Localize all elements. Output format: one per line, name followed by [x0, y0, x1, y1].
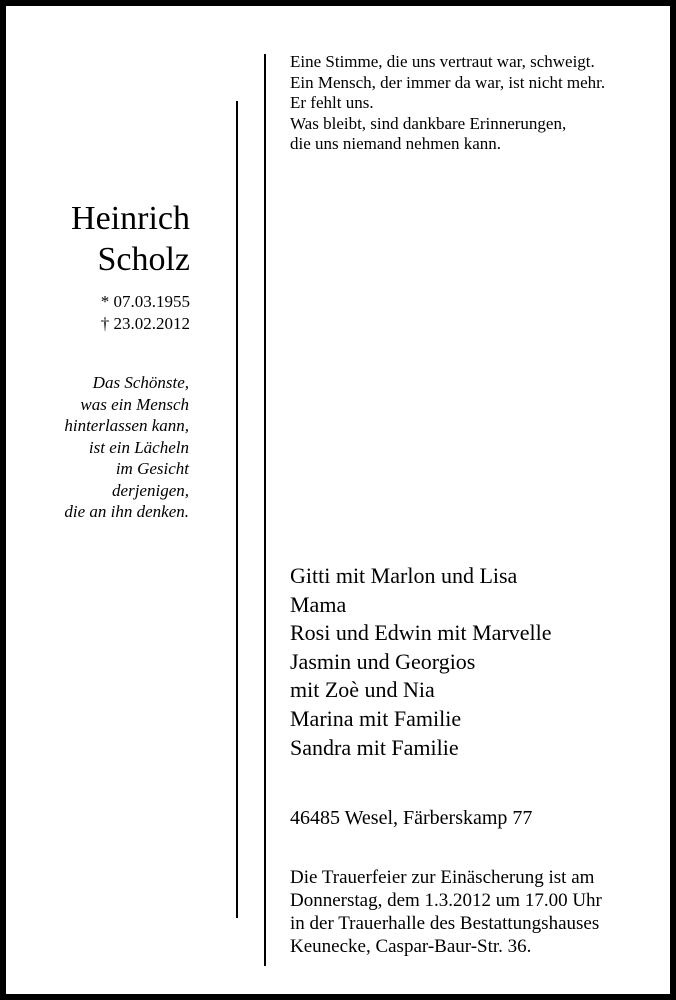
mourner-line: mit Zoè und Nia	[290, 677, 435, 703]
service-line: Die Trauerfeier zur Einäscherung ist am	[290, 867, 595, 888]
motto-line: hinterlassen kann,	[64, 416, 189, 435]
death-date: † 23.02.2012	[100, 314, 190, 333]
birth-date: * 07.03.1955	[100, 292, 190, 311]
quote-line: Er fehlt uns.	[290, 93, 374, 112]
motto-line: ist ein Lächeln	[88, 437, 189, 457]
service-line: in der Trauerhalle des Bestattungshauses	[290, 913, 600, 934]
quote-line: Was bleibt, sind dankbare Erinnerungen,	[290, 113, 567, 133]
mourner-line: Gitti mit Marlon und Lisa	[290, 563, 518, 588]
mourners-list	[290, 562, 552, 762]
mourner-line: Marina mit Familie	[290, 705, 462, 731]
motto-line: derjenigen,	[112, 480, 189, 500]
quote-line: Ein Mensch, der immer da war, ist nicht mehr.	[290, 72, 606, 92]
deceased-name	[71, 198, 190, 280]
service-line: Donnerstag, dem 1.3.2012 um 17.00 Uhr	[290, 890, 602, 911]
family-address: 46485 Wesel, Färberskamp 77	[290, 807, 533, 829]
mourner-line: Rosi und Edwin mit Marvelle	[290, 620, 552, 646]
motto-line: was ein Mensch	[80, 394, 189, 414]
motto-line: Das Schönste,	[92, 373, 189, 392]
mourner-line: Jasmin und Georgios	[290, 648, 476, 674]
last-name: Scholz	[97, 241, 190, 278]
service-line: Keunecke, Caspar-Baur-Str. 36.	[290, 936, 532, 957]
mourner-line: Sandra mit Familie	[290, 734, 459, 760]
vertical-rule-right	[264, 54, 266, 966]
motto-line: die an ihn denken.	[64, 502, 189, 521]
first-name: Heinrich	[71, 200, 190, 237]
quote-line: die uns niemand nehmen kann.	[290, 134, 502, 153]
mourner-line: Mama	[290, 591, 347, 617]
quote-line: Eine Stimme, die uns vertraut war, schweigt.	[290, 52, 595, 71]
opening-quote	[290, 52, 605, 155]
vertical-rule-left	[236, 101, 238, 918]
funeral-service-info	[290, 866, 602, 958]
life-dates	[101, 291, 190, 335]
motto-quote	[64, 372, 189, 523]
motto-line: im Gesicht	[115, 459, 189, 478]
